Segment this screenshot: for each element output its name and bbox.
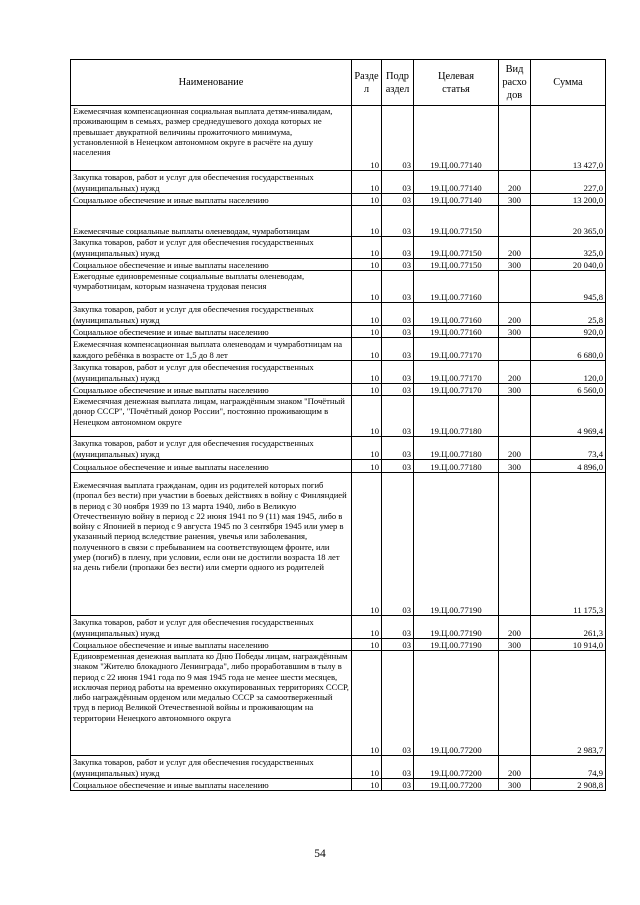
row-vid: 300	[499, 779, 531, 791]
row-statya: 19.Ц.00.77160	[414, 271, 499, 303]
table-row	[71, 756, 606, 779]
row-summa: 227,0	[531, 171, 606, 194]
row-podrazdel: 03	[382, 338, 414, 361]
row-name: Ежемесячная компенсационная выплата оленеводам и чумработницам на каждого ребёнка в возрасте от 1,5 до 8 лет	[71, 338, 352, 361]
row-name: Закупка товаров, работ и услуг для обеспечения государственных (муниципальных) нужд	[71, 303, 352, 326]
row-vid: 200	[499, 303, 531, 326]
row-name: Ежемесячная компенсационная социальная выплата детям-инвалидам, проживающим в семьях, размер среднедушевого дохода которых не превышает двукратной величины прожиточного минимума, установленной в Ненецком автономном округе в расчёте на душу населения	[71, 106, 352, 171]
row-podrazdel: 03	[382, 326, 414, 338]
row-razdel: 10	[352, 206, 382, 237]
row-name: Закупка товаров, работ и услуг для обеспечения государственных (муниципальных) нужд	[71, 361, 352, 384]
row-razdel: 10	[352, 106, 382, 171]
table-row	[71, 639, 606, 651]
budget-table	[70, 59, 606, 791]
row-podrazdel: 03	[382, 651, 414, 756]
row-vid	[499, 651, 531, 756]
row-podrazdel: 03	[382, 237, 414, 259]
row-statya: 19.Ц.00.77140	[414, 106, 499, 171]
row-razdel: 10	[352, 396, 382, 437]
row-statya: 19.Ц.00.77180	[414, 437, 499, 460]
row-podrazdel: 03	[382, 616, 414, 639]
table-row	[71, 779, 606, 791]
row-statya: 19.Ц.00.77190	[414, 473, 499, 616]
row-statya: 19.Ц.00.77140	[414, 171, 499, 194]
table-row	[71, 616, 606, 639]
row-vid: 300	[499, 326, 531, 338]
table-header-row	[71, 60, 606, 106]
row-vid: 200	[499, 361, 531, 384]
row-summa: 6 680,0	[531, 338, 606, 361]
row-summa: 4 969,4	[531, 396, 606, 437]
table-row	[71, 396, 606, 437]
header-summa: Сумма	[531, 60, 606, 106]
row-name: Социальное обеспечение и иные выплаты населению	[71, 194, 352, 206]
row-statya: 19.Ц.00.77190	[414, 639, 499, 651]
row-summa: 13 200,0	[531, 194, 606, 206]
row-podrazdel: 03	[382, 384, 414, 396]
row-podrazdel: 03	[382, 779, 414, 791]
table-row	[71, 194, 606, 206]
row-razdel: 10	[352, 194, 382, 206]
row-summa: 120,0	[531, 361, 606, 384]
table-row	[71, 259, 606, 271]
row-statya: 19.Ц.00.77200	[414, 651, 499, 756]
row-summa: 2 983,7	[531, 651, 606, 756]
row-vid	[499, 338, 531, 361]
row-summa: 74,9	[531, 756, 606, 779]
row-statya: 19.Ц.00.77170	[414, 338, 499, 361]
row-podrazdel: 03	[382, 756, 414, 779]
row-razdel: 10	[352, 361, 382, 384]
row-podrazdel: 03	[382, 396, 414, 437]
row-name: Ежемесячная выплата гражданам, один из родителей которых погиб (пропал без вести) при участии в боевых действиях в войну с Финляндией в период с 30 ноября 1939 по 13 марта 1940, либо в Великую Отечественную войну в период с 22 июня 1941 по 9 (11) мая 1945, либо в войну с Японией в период с 9 августа 1945 по 3 сентября 1945 или умер в указанный период вследствие ранения, увечья или заболевания, полученного в связи с пребыванием на соответствующем фронте, или умер (погиб) в плену, при условии, если они не достигли возраста 18 лет на день гибели (пропажи без вести) или смерти одного из родителей	[71, 473, 352, 616]
row-statya: 19.Ц.00.77200	[414, 756, 499, 779]
row-summa: 10 914,0	[531, 639, 606, 651]
row-summa: 6 560,0	[531, 384, 606, 396]
row-podrazdel: 03	[382, 106, 414, 171]
row-razdel: 10	[352, 384, 382, 396]
table-row	[71, 361, 606, 384]
table-row	[71, 338, 606, 361]
row-podrazdel: 03	[382, 171, 414, 194]
row-statya: 19.Ц.00.77170	[414, 384, 499, 396]
row-summa: 261,3	[531, 616, 606, 639]
row-summa: 25,8	[531, 303, 606, 326]
row-summa: 4 896,0	[531, 460, 606, 473]
row-statya: 19.Ц.00.77150	[414, 206, 499, 237]
row-summa: 20 365,0	[531, 206, 606, 237]
row-name: Закупка товаров, работ и услуг для обеспечения государственных (муниципальных) нужд	[71, 437, 352, 460]
row-statya: 19.Ц.00.77180	[414, 460, 499, 473]
row-podrazdel: 03	[382, 194, 414, 206]
row-statya: 19.Ц.00.77170	[414, 361, 499, 384]
row-razdel: 10	[352, 473, 382, 616]
row-razdel: 10	[352, 639, 382, 651]
row-name: Социальное обеспечение и иные выплаты населению	[71, 326, 352, 338]
row-name: Ежемесячные социальные выплаты оленеводам, чумработницам	[71, 206, 352, 237]
row-name: Ежегодные единовременные социальные выплаты оленеводам, чумработницам, которым назначена трудовая пенсия	[71, 271, 352, 303]
row-razdel: 10	[352, 779, 382, 791]
row-summa: 920,0	[531, 326, 606, 338]
row-vid: 300	[499, 639, 531, 651]
header-podrazdel: Подр аздел	[382, 60, 414, 106]
row-podrazdel: 03	[382, 460, 414, 473]
row-summa: 73,4	[531, 437, 606, 460]
row-podrazdel: 03	[382, 639, 414, 651]
header-vid: Вид расхо дов	[499, 60, 531, 106]
row-name: Социальное обеспечение и иные выплаты населению	[71, 779, 352, 791]
row-name: Закупка товаров, работ и услуг для обеспечения государственных (муниципальных) нужд	[71, 237, 352, 259]
row-vid	[499, 106, 531, 171]
header-name: Наименование	[71, 60, 352, 106]
table-row	[71, 237, 606, 259]
table-row	[71, 206, 606, 237]
row-name: Социальное обеспечение и иные выплаты населению	[71, 259, 352, 271]
row-podrazdel: 03	[382, 437, 414, 460]
row-podrazdel: 03	[382, 259, 414, 271]
table-row	[71, 437, 606, 460]
table-row	[71, 171, 606, 194]
row-vid	[499, 396, 531, 437]
row-vid	[499, 206, 531, 237]
row-summa: 945,8	[531, 271, 606, 303]
row-razdel: 10	[352, 460, 382, 473]
row-statya: 19.Ц.00.77180	[414, 396, 499, 437]
table-row	[71, 473, 606, 616]
row-statya: 19.Ц.00.77160	[414, 326, 499, 338]
row-podrazdel: 03	[382, 361, 414, 384]
row-statya: 19.Ц.00.77190	[414, 616, 499, 639]
row-razdel: 10	[352, 303, 382, 326]
table-row	[71, 384, 606, 396]
row-razdel: 10	[352, 616, 382, 639]
table-row	[71, 651, 606, 756]
table-row	[71, 326, 606, 338]
table-row	[71, 460, 606, 473]
row-name: Закупка товаров, работ и услуг для обеспечения государственных (муниципальных) нужд	[71, 171, 352, 194]
row-vid: 200	[499, 171, 531, 194]
row-statya: 19.Ц.00.77140	[414, 194, 499, 206]
row-vid	[499, 271, 531, 303]
row-vid: 200	[499, 756, 531, 779]
row-vid	[499, 473, 531, 616]
row-name: Социальное обеспечение и иные выплаты населению	[71, 639, 352, 651]
row-razdel: 10	[352, 338, 382, 361]
row-razdel: 10	[352, 326, 382, 338]
header-statya: Целевая статья	[414, 60, 499, 106]
row-razdel: 10	[352, 651, 382, 756]
table-row	[71, 106, 606, 171]
row-statya: 19.Ц.00.77160	[414, 303, 499, 326]
row-name: Ежемесячная денежная выплата лицам, награждённым знаком "Почётный донор СССР", "Почётный донор России", постоянно проживающим в Ненецком автономном округе	[71, 396, 352, 437]
row-vid: 300	[499, 259, 531, 271]
row-vid: 300	[499, 194, 531, 206]
row-razdel: 10	[352, 271, 382, 303]
header-razdel: Разде л	[352, 60, 382, 106]
row-razdel: 10	[352, 171, 382, 194]
row-razdel: 10	[352, 237, 382, 259]
row-podrazdel: 03	[382, 303, 414, 326]
row-vid: 200	[499, 237, 531, 259]
row-razdel: 10	[352, 437, 382, 460]
row-podrazdel: 03	[382, 473, 414, 616]
row-razdel: 10	[352, 756, 382, 779]
row-vid: 200	[499, 616, 531, 639]
row-vid: 300	[499, 460, 531, 473]
row-vid: 300	[499, 384, 531, 396]
row-summa: 13 427,0	[531, 106, 606, 171]
row-vid: 200	[499, 437, 531, 460]
row-summa: 20 040,0	[531, 259, 606, 271]
row-statya: 19.Ц.00.77150	[414, 237, 499, 259]
row-name: Закупка товаров, работ и услуг для обеспечения государственных (муниципальных) нужд	[71, 616, 352, 639]
row-summa: 11 175,3	[531, 473, 606, 616]
row-podrazdel: 03	[382, 271, 414, 303]
table-row	[71, 303, 606, 326]
row-name: Социальное обеспечение и иные выплаты населению	[71, 460, 352, 473]
row-statya: 19.Ц.00.77200	[414, 779, 499, 791]
row-summa: 325,0	[531, 237, 606, 259]
table-row	[71, 271, 606, 303]
row-razdel: 10	[352, 259, 382, 271]
page-number: 54	[314, 848, 326, 860]
row-podrazdel: 03	[382, 206, 414, 237]
row-statya: 19.Ц.00.77150	[414, 259, 499, 271]
row-summa: 2 908,8	[531, 779, 606, 791]
row-name: Единовременная денежная выплата ко Дню Победы лицам, награждённым знаком "Жителю блокадного Ленинграда", либо проработавшим в тылу в период с 22 июня 1941 года по 9 мая 1945 года не менее шести месяцев, исключая период работы на временно оккупированных территориях СССР, либо награждённым орденом или медалью СССР за самоотверженный труд в период Великой Отечественной войны и проживающим на территории Ненецкого автономного округа	[71, 651, 352, 756]
row-name: Социальное обеспечение и иные выплаты населению	[71, 384, 352, 396]
row-name: Закупка товаров, работ и услуг для обеспечения государственных (муниципальных) нужд	[71, 756, 352, 779]
